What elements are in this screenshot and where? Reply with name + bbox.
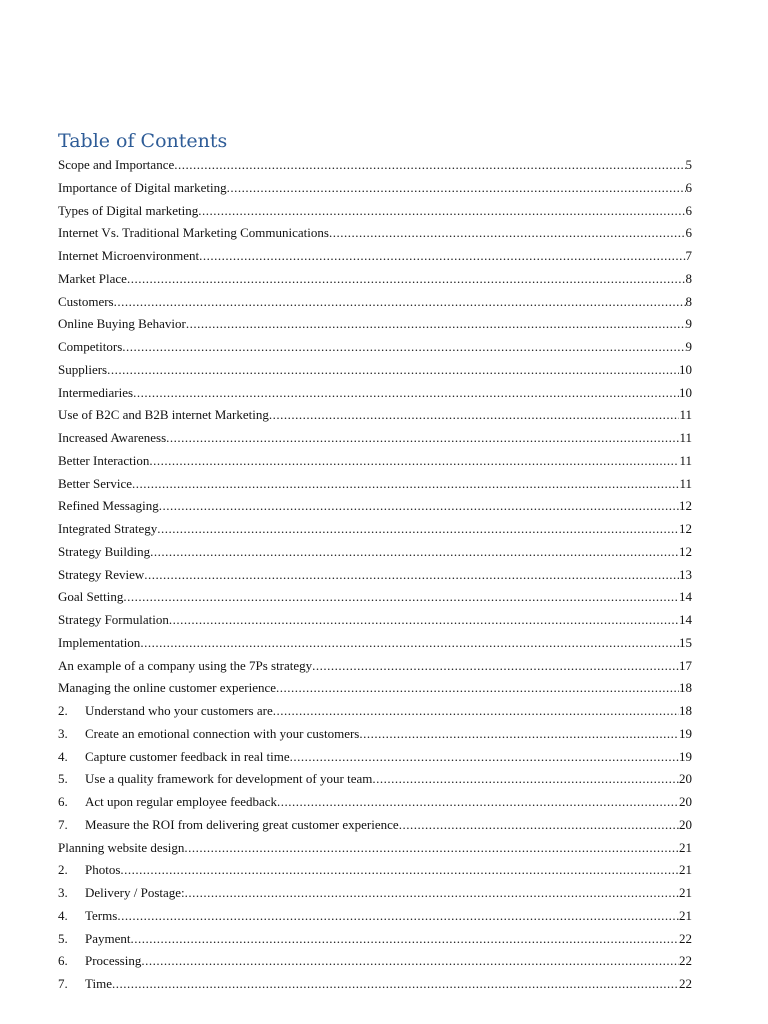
toc-entry-page-number: 7 [685, 248, 692, 263]
toc-entry-label: Refined Messaging [58, 498, 159, 514]
toc-dot-leader [199, 245, 685, 268]
toc-dot-leader [149, 450, 679, 473]
toc-dot-leader [132, 473, 679, 496]
toc-list [58, 154, 692, 996]
toc-dot-leader [185, 882, 679, 905]
toc-entry[interactable] [58, 154, 692, 177]
toc-entry-label: Online Buying Behavior [58, 316, 186, 332]
toc-dot-leader [399, 814, 679, 837]
toc-entry[interactable] [58, 632, 692, 655]
toc-entry-page-number: 11 [679, 475, 692, 491]
toc-entry-page-number: 21 [679, 862, 692, 878]
toc-entry-page-number: 13 [679, 566, 692, 582]
toc-entry[interactable] [58, 427, 692, 450]
toc-entry[interactable] [58, 245, 692, 268]
toc-entry-number: 5. [58, 771, 68, 787]
toc-entry[interactable] [58, 495, 692, 518]
toc-dot-leader [269, 404, 680, 427]
toc-dot-leader [150, 541, 679, 564]
toc-entry-page-number: 12 [679, 521, 692, 536]
toc-dot-leader [312, 655, 679, 678]
toc-entry-label: Intermediaries [58, 384, 134, 400]
toc-entry-number: 5. [58, 930, 68, 946]
toc-entry-label: Use a quality framework for development of your team [85, 771, 373, 787]
toc-entry[interactable] [58, 791, 692, 814]
toc-entry-number: 4. [58, 748, 68, 764]
toc-entry[interactable] [58, 882, 692, 905]
toc-entry[interactable] [58, 859, 692, 882]
toc-entry[interactable] [58, 564, 692, 587]
toc-dot-leader [157, 518, 679, 541]
toc-entry[interactable] [58, 518, 692, 541]
toc-entry-label: Photos [85, 862, 121, 878]
toc-entry-label: Scope and Importance [58, 157, 175, 172]
toc-dot-leader [141, 950, 679, 973]
toc-dot-leader [112, 973, 679, 996]
toc-entry-label: Competitors [58, 339, 123, 354]
toc-entry-page-number: 21 [679, 907, 692, 923]
toc-entry-page-number: 19 [679, 748, 692, 764]
toc-entry-page-number: 14 [679, 612, 692, 627]
toc-entry[interactable] [58, 928, 692, 951]
toc-entry-label: Internet Vs. Traditional Marketing Communications [58, 225, 329, 241]
toc-entry-page-number: 10 [679, 384, 692, 400]
toc-entry[interactable] [58, 746, 692, 769]
toc-entry-page-number: 19 [679, 725, 692, 741]
toc-entry-label: Strategy Formulation [58, 612, 169, 627]
toc-entry-label: Delivery / Postage: [85, 885, 185, 900]
toc-entry[interactable] [58, 291, 692, 314]
toc-entry[interactable] [58, 404, 692, 427]
toc-entry-page-number: 10 [679, 361, 692, 377]
toc-entry[interactable] [58, 677, 692, 700]
toc-entry-number: 6. [58, 953, 68, 969]
toc-entry-number: 2. [58, 862, 68, 878]
toc-entry[interactable] [58, 200, 692, 223]
toc-entry[interactable] [58, 950, 692, 973]
toc-entry-label: Capture customer feedback in real time [85, 748, 290, 764]
toc-entry-label: Suppliers [58, 361, 108, 377]
toc-entry-label: Market Place [58, 270, 127, 286]
toc-dot-leader [276, 677, 679, 700]
toc-entry-page-number: 6 [685, 225, 692, 241]
toc-dot-leader [273, 700, 679, 723]
toc-entry-label: Importance of Digital marketing [58, 179, 227, 195]
toc-entry-page-number: 22 [679, 930, 692, 946]
toc-dot-leader [117, 905, 679, 928]
toc-dot-leader [122, 336, 685, 359]
document-page [58, 128, 692, 996]
toc-entry-number: 7. [58, 976, 68, 991]
toc-entry[interactable] [58, 450, 692, 473]
toc-entry-label: Types of Digital marketing [58, 202, 199, 218]
toc-entry-label: Planning website design [58, 839, 185, 855]
toc-entry-label: Implementation [58, 634, 141, 650]
toc-entry[interactable] [58, 382, 692, 405]
toc-entry-page-number: 8 [685, 270, 692, 286]
toc-entry-page-number: 12 [679, 498, 692, 514]
toc-dot-leader [186, 313, 686, 336]
toc-dot-leader [372, 768, 679, 791]
toc-entry-page-number: 22 [679, 953, 692, 969]
toc-dot-leader [159, 495, 679, 518]
toc-entry-label: Better Interaction [58, 452, 150, 468]
toc-entry-page-number: 11 [679, 430, 692, 445]
toc-entry[interactable] [58, 586, 692, 609]
toc-entry[interactable] [58, 313, 692, 336]
toc-entry-label: Increased Awareness [58, 430, 167, 445]
toc-entry-label: Create an emotional connection with your customers [85, 725, 360, 741]
toc-entry-label: Understand who your customers are [85, 703, 273, 718]
toc-dot-leader [131, 928, 680, 951]
toc-entry-label: An example of a company using the 7Ps strategy [58, 657, 313, 673]
toc-entry-page-number: 18 [679, 680, 692, 696]
toc-dot-leader [120, 859, 679, 882]
toc-entry-page-number: 12 [679, 543, 692, 559]
toc-entry[interactable] [58, 222, 692, 245]
toc-dot-leader [114, 291, 686, 314]
toc-entry-page-number: 17 [679, 657, 692, 673]
toc-entry-label: Measure the ROI from delivering great customer experience [85, 816, 399, 832]
toc-dot-leader [144, 564, 679, 587]
toc-dot-leader [329, 222, 686, 245]
toc-entry[interactable] [58, 473, 692, 496]
toc-entry[interactable] [58, 268, 692, 291]
toc-dot-leader [107, 359, 679, 382]
toc-entry-number: 3. [58, 725, 68, 741]
toc-entry-page-number: 15 [679, 634, 692, 650]
toc-entry-number: 3. [58, 885, 68, 900]
toc-entry-label: Managing the online customer experience [58, 680, 277, 696]
toc-entry[interactable] [58, 973, 692, 996]
toc-entry-label: Integrated Strategy [58, 521, 158, 536]
toc-entry-page-number: 22 [679, 976, 692, 991]
toc-dot-leader [133, 382, 679, 405]
toc-entry-label: Terms [85, 907, 118, 923]
toc-entry-label: Internet Microenvironment [58, 248, 200, 263]
toc-entry-label: Time [85, 976, 112, 991]
toc-entry-page-number: 21 [679, 885, 692, 900]
toc-dot-leader [140, 632, 679, 655]
toc-entry-page-number: 11 [679, 407, 692, 423]
toc-entry-page-number: 20 [679, 816, 692, 832]
toc-entry-number: 6. [58, 794, 68, 809]
toc-entry[interactable] [58, 609, 692, 632]
toc-entry-page-number: 18 [679, 703, 692, 718]
toc-entry-page-number: 6 [685, 202, 692, 218]
toc-dot-leader [198, 200, 685, 223]
toc-dot-leader [169, 609, 679, 632]
toc-entry-number: 2. [58, 703, 68, 718]
toc-entry[interactable] [58, 837, 692, 860]
toc-dot-leader [127, 268, 686, 291]
toc-entry-number: 4. [58, 907, 68, 923]
toc-dot-leader [123, 586, 679, 609]
toc-entry[interactable] [58, 814, 692, 837]
toc-dot-leader [227, 177, 686, 200]
toc-entry-label: Goal Setting [58, 589, 124, 605]
toc-entry-number: 7. [58, 816, 68, 832]
toc-entry-label: Strategy Building [58, 543, 151, 559]
toc-entry-page-number: 8 [685, 293, 692, 309]
toc-entry-page-number: 21 [679, 839, 692, 855]
toc-entry-label: Customers [58, 293, 114, 309]
toc-entry-page-number: 9 [685, 316, 692, 332]
toc-dot-leader [277, 791, 679, 814]
toc-entry-page-number: 20 [679, 794, 692, 809]
toc-entry[interactable] [58, 177, 692, 200]
toc-entry-label: Strategy Review [58, 566, 145, 582]
toc-entry-label: Better Service [58, 475, 132, 491]
toc-entry-label: Act upon regular employee feedback [85, 794, 278, 809]
toc-entry-page-number: 14 [679, 589, 692, 605]
toc-dot-leader [166, 427, 679, 450]
toc-entry-label: Processing [85, 953, 142, 969]
toc-dot-leader [359, 723, 679, 746]
toc-title: Table of Contents [58, 130, 228, 152]
toc-entry-label: Use of B2C and B2B internet Marketing [58, 407, 269, 423]
toc-entry[interactable] [58, 655, 692, 678]
toc-entry[interactable] [58, 336, 692, 359]
toc-dot-leader [174, 154, 685, 177]
toc-entry[interactable] [58, 700, 692, 723]
toc-entry-page-number: 5 [685, 157, 692, 172]
toc-entry-page-number: 6 [685, 179, 692, 195]
toc-entry[interactable] [58, 905, 692, 928]
toc-entry-label: Payment [85, 930, 131, 946]
toc-dot-leader [290, 746, 679, 769]
toc-entry-page-number: 20 [679, 771, 692, 787]
toc-entry[interactable] [58, 723, 692, 746]
toc-entry[interactable] [58, 359, 692, 382]
toc-entry[interactable] [58, 768, 692, 791]
toc-entry-page-number: 11 [679, 452, 692, 468]
toc-entry-page-number: 9 [685, 339, 692, 354]
toc-entry[interactable] [58, 541, 692, 564]
toc-dot-leader [184, 837, 679, 860]
